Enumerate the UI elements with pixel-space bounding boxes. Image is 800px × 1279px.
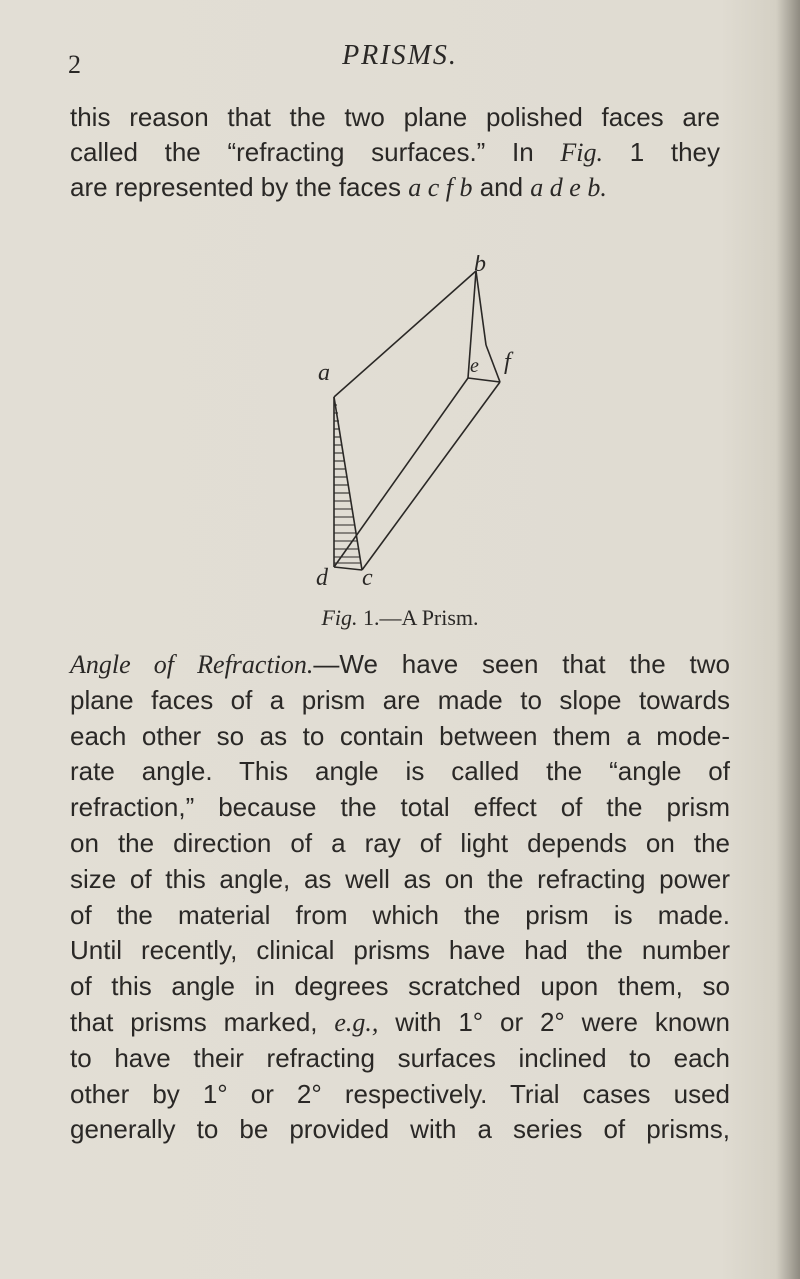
vertex-label-d: d <box>316 565 328 591</box>
text-fragment: called the “refracting surfaces.” In <box>70 137 561 167</box>
text-line: each other so as to contain between them a mode- <box>70 720 730 751</box>
fig-reference: Fig. <box>560 138 604 167</box>
edge-f-c <box>362 382 500 570</box>
text-line: plane faces of a prism are made to slope towards <box>70 684 730 715</box>
text-line <box>70 135 720 170</box>
text-fragment: that prisms marked, <box>70 1006 335 1037</box>
prism-figure <box>290 255 550 595</box>
text-line <box>70 1005 730 1041</box>
page-number: 2 <box>68 50 81 79</box>
vertex-label-c: c <box>362 565 373 591</box>
section-heading: Angle of Refraction. <box>70 650 314 679</box>
text-line: of this angle in degrees scratched upon them, so <box>70 971 730 1002</box>
text-line: other by 1° or 2° respectively. Trial cases used <box>70 1078 730 1109</box>
figure-caption <box>0 605 800 631</box>
vertex-label-e: e <box>470 355 479 377</box>
text-line <box>70 170 720 205</box>
text-fragment: 1 they <box>603 137 720 167</box>
vertex-label-f: f <box>504 349 511 375</box>
text-line: this reason that the two plane polished faces are <box>70 102 720 132</box>
caption-fig-label: Fig. <box>321 605 358 630</box>
text-line: on the direction of a ray of light depends on the <box>70 827 730 858</box>
edge-b-f <box>476 271 486 345</box>
text-line: generally to be provided with a series of prisms, <box>70 1114 730 1145</box>
text-line: refraction,” because the total effect of the prism <box>70 792 730 823</box>
face-label: a d e b. <box>530 173 607 202</box>
text-line: size of this angle, as well as on the refracting power <box>70 863 730 894</box>
text-fragment: —We have seen that the two <box>313 649 730 679</box>
running-head: PRISMS. <box>342 40 458 71</box>
text-fragment: with 1° or 2° were known <box>378 1006 731 1037</box>
edge-e-d <box>334 378 468 567</box>
vertex-label-a: a <box>318 360 330 386</box>
text-fragment: and <box>472 172 531 202</box>
abbreviation: e.g., <box>334 1007 379 1037</box>
text-line: of the material from which the prism is made. <box>70 899 730 930</box>
text-line: Until recently, clinical prisms have had the number <box>70 935 730 966</box>
text-fragment: are represented by the faces <box>70 172 409 202</box>
text-line <box>70 647 730 683</box>
caption-text: 1.—A Prism. <box>357 605 479 630</box>
vertex-label-b: b <box>474 255 486 277</box>
paragraph-1 <box>70 100 720 205</box>
edge-d-c <box>334 567 362 570</box>
edge-f <box>486 345 500 382</box>
edge-a-b <box>334 271 476 397</box>
face-label: a c f b <box>408 173 473 202</box>
text-line: rate angle. This angle is called the “angle of <box>70 756 730 787</box>
text-line: to have their refracting surfaces inclined to each <box>70 1042 730 1073</box>
edge-a-c <box>334 397 362 570</box>
paragraph-2 <box>70 647 730 1148</box>
edge-e-f <box>468 378 500 382</box>
